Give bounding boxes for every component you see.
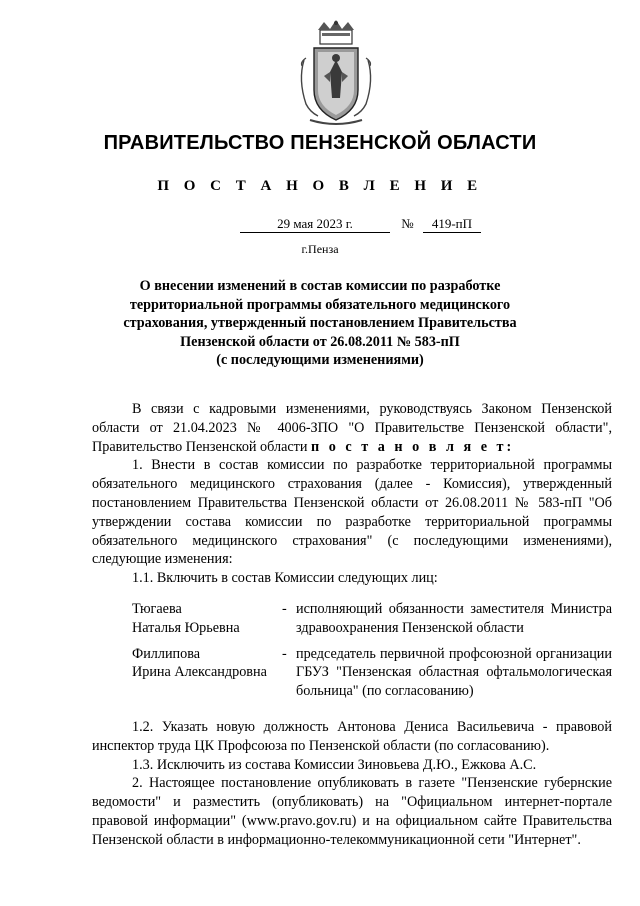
person-dash: - [282, 600, 287, 617]
number-sign: № [401, 216, 414, 231]
person-role: исполняющий обязанности заместителя Министра здравоохранения Пензенской области [296, 600, 612, 636]
subject-line: территориальной программы обязательного медицинского [129, 296, 511, 313]
penza-coat-of-arms-icon [296, 20, 376, 130]
subject-line: Пензенской области от 26.08.2011 № 583-пП [180, 333, 460, 350]
document-number: 419-пП [423, 216, 481, 233]
item-1: 1. Внести в состав комиссии по разработке территориальной программы обязательного медицинского страхования (далее - Комиссия), утвержденный постановлением Правительства Пензенской области от 26.08.2011 № 583-пП "Об утверждении состава комиссии по разработке территориальной программы обязательного медицинского страхования" (с последующими изменениями), следующие изменения: [92, 457, 612, 568]
document-type: П О С Т А Н О В Л Е Н И Е [157, 178, 483, 194]
city: г.Пенза [301, 242, 339, 256]
subject-line: страхования, утвержденный постановлением Правительства [123, 315, 517, 331]
person-name [92, 645, 282, 708]
item-1-1: 1.1. Включить в состав Комиссии следующих лиц: [132, 570, 438, 587]
document-date: 29 мая 2023 г. [240, 216, 390, 233]
organization-title: ПРАВИТЕЛЬСТВО ПЕНЗЕНСКОЙ ОБЛАСТИ [103, 132, 537, 154]
person-dash: - [282, 645, 287, 662]
person-surname: Филлипова [132, 645, 201, 662]
person-given-name: Ирина Александровна [132, 664, 267, 681]
intro-text: В связи с кадровыми изменениями, руководствуясь Законом Пензенской области от 21.04.2023 № 4006-ЗПО "О Правительстве Пензенской области", Правительство Пензенской области [92, 401, 612, 455]
intro-paragraph [92, 400, 612, 456]
date-number-line [240, 216, 481, 233]
person-row [92, 645, 612, 708]
person-name [92, 600, 282, 645]
subject-line: (с последующими изменениями) [216, 352, 424, 368]
document-subject [90, 277, 550, 370]
decree-word: п о с т а н о в л я е т: [311, 438, 515, 455]
document-body [92, 400, 612, 850]
person-given-name: Наталья Юрьевна [132, 619, 240, 636]
item-1-2: 1.2. Указать новую должность Антонова Дениса Васильевича - правовой инспектор труда ЦК Профсоюза по Пензенской области (по согласованию). [92, 718, 612, 754]
item-2: 2. Настоящее постановление опубликовать в газете "Пензенские губернские ведомости" и разместить (опубликовать) на "Официальном интернет-портале правовой информации" (www.pravo.gov.ru) и на официальном сайте Правительства Пензенской области в информационно-телекоммуникационной сети "Интернет". [92, 775, 612, 848]
person-row [92, 600, 612, 645]
persons-table [92, 600, 612, 708]
item-1-3: 1.3. Исключить из состава Комиссии Зиновьева Д.Ю., Ежкова А.С. [132, 756, 537, 773]
person-role: председатель первичной профсоюзной организации ГБУЗ "Пензенская областная офтальмологическая больница" (по согласованию) [296, 645, 612, 700]
subject-line: О внесении изменений в состав комиссии по разработке [139, 278, 501, 294]
person-surname: Тюгаева [132, 600, 182, 617]
